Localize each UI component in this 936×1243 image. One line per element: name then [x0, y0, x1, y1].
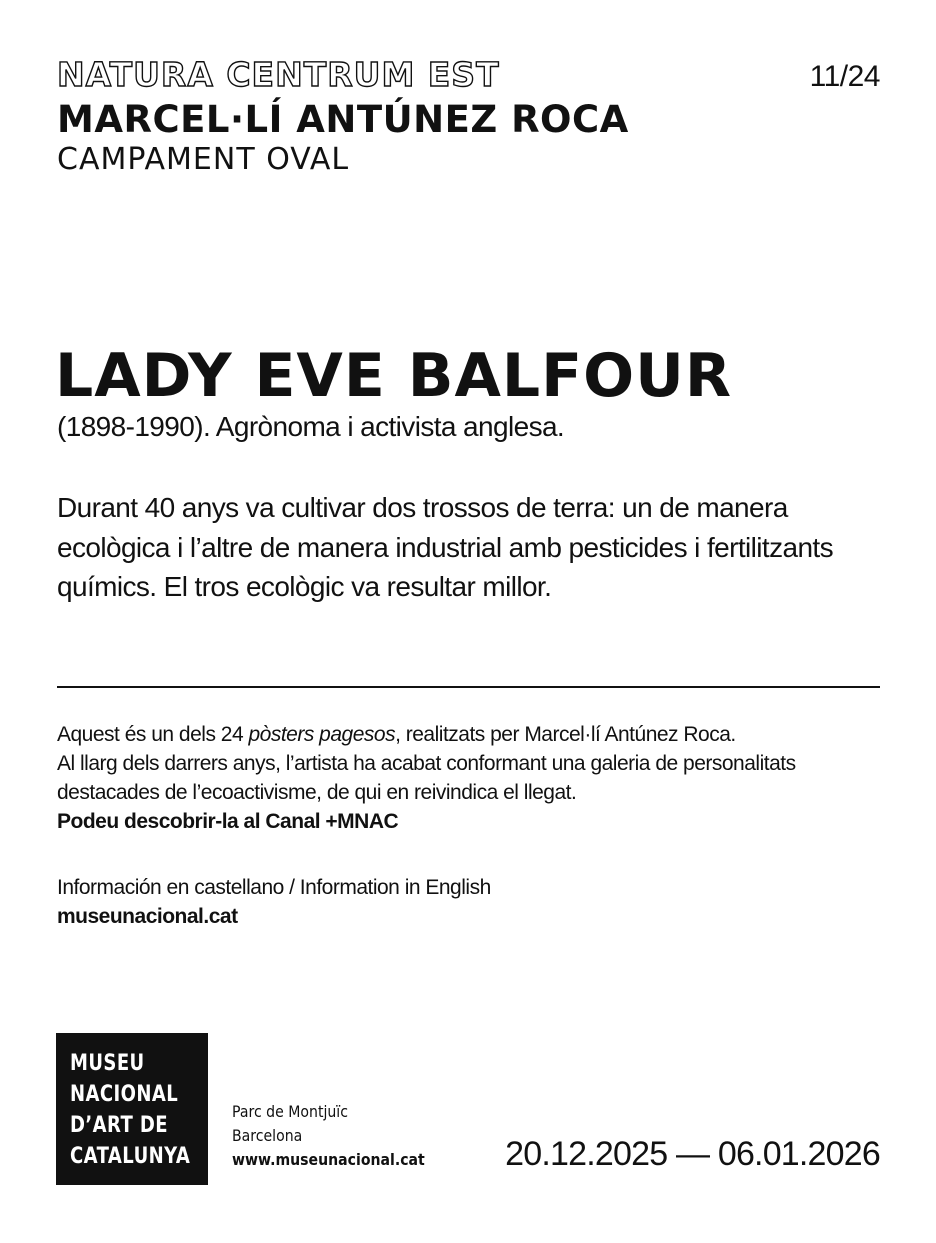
subject-description: Durant 40 anys va cultivar dos trossos de terra: un de manera ecològica i l’altre de manera industrial amb pesticides i fertilitzants químics. El tros ecològic va resultar millor. — [57, 492, 834, 602]
logo-line-1: MUSEU — [70, 1051, 145, 1076]
address-line-1: Parc de Montjuïc — [232, 1102, 348, 1121]
subject-name: LADY EVE BALFOUR — [55, 341, 733, 411]
divider — [57, 686, 880, 688]
artist-name: MARCEL·LÍ ANTÚNEZ ROCA — [57, 98, 629, 141]
info-line-3: destacades de l’ecoactivisme, de qui en reivindica el llegat. — [57, 781, 577, 804]
language-info-link[interactable]: museunacional.cat — [57, 905, 238, 928]
info-line-1-italic: pòsters pagesos — [248, 723, 396, 746]
logo-line-4: CATALUNYA — [70, 1144, 191, 1169]
canal-mnac-callout: Podeu descobrir-la al Canal +MNAC — [57, 810, 399, 833]
info-block — [57, 720, 887, 836]
language-info — [57, 873, 491, 931]
info-line-2: Al llarg dels darrers anys, l’artista ha acabat conformant una galeria de personalitats — [57, 752, 796, 775]
language-info-text: Información en castellano / Information in English — [57, 876, 491, 899]
museum-logo — [56, 1033, 208, 1185]
project-name: CAMPAMENT OVAL — [57, 142, 350, 177]
museum-logo-text — [70, 1048, 190, 1172]
info-line-1 — [57, 720, 887, 749]
logo-line-2: NACIONAL — [70, 1082, 179, 1107]
exhibition-dates: 20.12.2025 — 06.01.2026 — [505, 1135, 880, 1173]
info-line-1-start: Aquest és un dels 24 — [57, 723, 249, 746]
address-line-2: Barcelona — [232, 1126, 303, 1145]
poster-number: 11/24 — [809, 60, 880, 93]
info-line-1-end: , realitzats per Marcel·lí Antúnez Roca. — [395, 723, 736, 746]
series-title: NATURA CENTRUM EST — [57, 55, 500, 94]
logo-line-3: D’ART DE — [70, 1113, 169, 1138]
subject-dates-role: (1898-1990). Agrònoma i activista anglesa. — [57, 411, 565, 442]
museum-address — [232, 1100, 425, 1172]
address-website[interactable]: www.museunacional.cat — [232, 1150, 425, 1169]
